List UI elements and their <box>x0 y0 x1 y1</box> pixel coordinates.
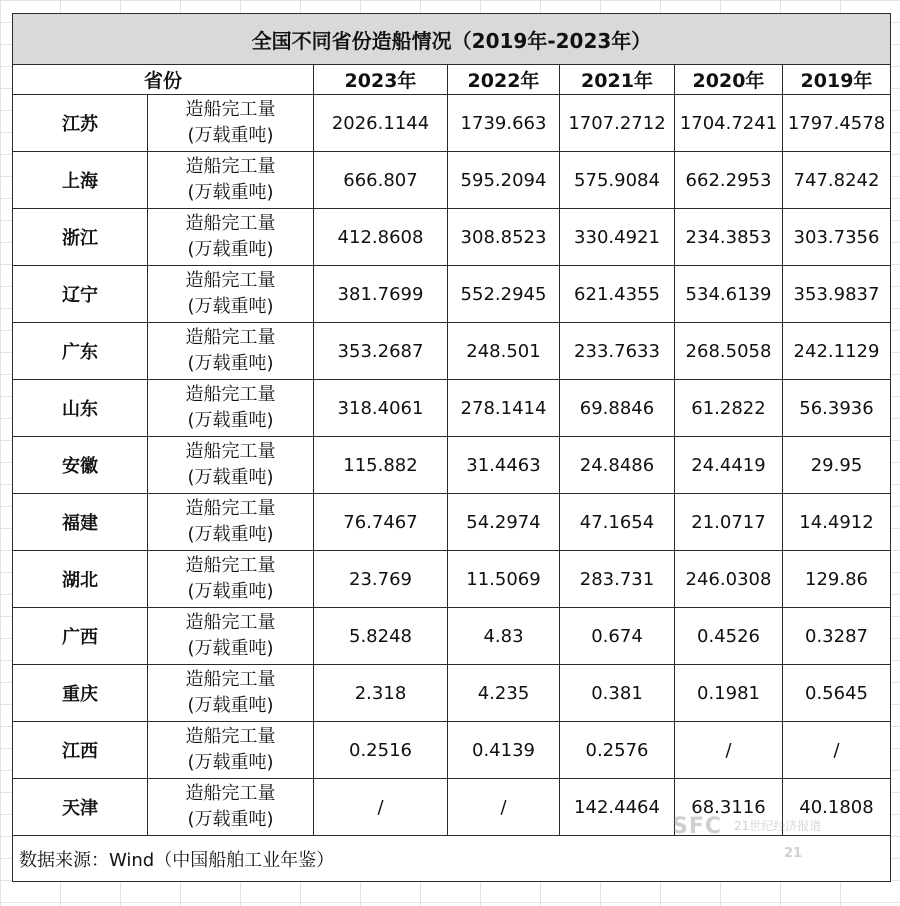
table-row <box>13 209 891 266</box>
metric-unit: (万载重吨) <box>187 581 274 602</box>
value-cell: 11.5069 <box>448 551 560 608</box>
value-cell: 0.5645 <box>783 665 891 722</box>
metric-unit: (万载重吨) <box>187 524 274 545</box>
value-cell: 1707.2712 <box>560 95 675 152</box>
province-cell: 江苏 <box>13 95 148 152</box>
value-cell: 534.6139 <box>675 266 783 323</box>
value-cell: 23.769 <box>314 551 448 608</box>
value-cell: 29.95 <box>783 437 891 494</box>
value-cell: 5.8248 <box>314 608 448 665</box>
metric-label: 造船完工量 <box>185 498 276 519</box>
metric-cell <box>148 494 314 551</box>
table-row <box>13 380 891 437</box>
value-cell: 0.3287 <box>783 608 891 665</box>
value-cell: 0.4526 <box>675 608 783 665</box>
value-cell: 381.7699 <box>314 266 448 323</box>
metric-cell <box>148 608 314 665</box>
metric-unit: (万载重吨) <box>187 182 274 203</box>
value-cell: 303.7356 <box>783 209 891 266</box>
value-cell: 353.9837 <box>783 266 891 323</box>
value-cell: 1797.4578 <box>783 95 891 152</box>
metric-label: 造船完工量 <box>185 783 276 804</box>
header-year-2021: 2021年 <box>560 65 675 95</box>
metric-cell <box>148 95 314 152</box>
metric-cell <box>148 323 314 380</box>
value-cell: 552.2945 <box>448 266 560 323</box>
province-cell: 浙江 <box>13 209 148 266</box>
header-province: 省份 <box>13 65 314 95</box>
metric-unit: (万载重吨) <box>187 125 274 146</box>
value-cell: 278.1414 <box>448 380 560 437</box>
province-cell: 广西 <box>13 608 148 665</box>
value-cell: 4.83 <box>448 608 560 665</box>
value-cell: 595.2094 <box>448 152 560 209</box>
province-cell: 安徽 <box>13 437 148 494</box>
value-cell: 242.1129 <box>783 323 891 380</box>
table-row <box>13 152 891 209</box>
value-cell: 233.7633 <box>560 323 675 380</box>
value-cell: 283.731 <box>560 551 675 608</box>
data-source-note: 数据来源：Wind（中国船舶工业年鉴） <box>13 836 891 882</box>
value-cell: 21.0717 <box>675 494 783 551</box>
province-cell: 广东 <box>13 323 148 380</box>
province-cell: 重庆 <box>13 665 148 722</box>
table-row <box>13 437 891 494</box>
metric-cell <box>148 779 314 836</box>
value-cell: 621.4355 <box>560 266 675 323</box>
metric-label: 造船完工量 <box>185 612 276 633</box>
table-row <box>13 665 891 722</box>
value-cell: 76.7467 <box>314 494 448 551</box>
header-year-2023: 2023年 <box>314 65 448 95</box>
metric-label: 造船完工量 <box>185 555 276 576</box>
value-cell: 0.2516 <box>314 722 448 779</box>
value-cell: / <box>675 722 783 779</box>
value-cell: 248.501 <box>448 323 560 380</box>
province-cell: 山东 <box>13 380 148 437</box>
metric-unit: (万载重吨) <box>187 467 274 488</box>
metric-label: 造船完工量 <box>185 213 276 234</box>
province-cell: 上海 <box>13 152 148 209</box>
value-cell: 40.1808 <box>783 779 891 836</box>
value-cell: 2.318 <box>314 665 448 722</box>
metric-label: 造船完工量 <box>185 726 276 747</box>
table-row <box>13 779 891 836</box>
metric-unit: (万载重吨) <box>187 638 274 659</box>
metric-cell <box>148 209 314 266</box>
value-cell: 2026.1144 <box>314 95 448 152</box>
value-cell: 1704.7241 <box>675 95 783 152</box>
header-row <box>13 65 891 95</box>
value-cell: 575.9084 <box>560 152 675 209</box>
value-cell: 24.8486 <box>560 437 675 494</box>
metric-cell <box>148 551 314 608</box>
value-cell: 61.2822 <box>675 380 783 437</box>
table-row <box>13 608 891 665</box>
value-cell: 69.8846 <box>560 380 675 437</box>
metric-cell <box>148 437 314 494</box>
table-row <box>13 95 891 152</box>
value-cell: 24.4419 <box>675 437 783 494</box>
value-cell: 142.4464 <box>560 779 675 836</box>
metric-cell <box>148 266 314 323</box>
province-cell: 江西 <box>13 722 148 779</box>
metric-label: 造船完工量 <box>185 384 276 405</box>
table-row <box>13 494 891 551</box>
value-cell: 0.4139 <box>448 722 560 779</box>
value-cell: 268.5058 <box>675 323 783 380</box>
table-row <box>13 323 891 380</box>
metric-unit: (万载重吨) <box>187 695 274 716</box>
value-cell: / <box>314 779 448 836</box>
metric-cell <box>148 722 314 779</box>
value-cell: 0.674 <box>560 608 675 665</box>
value-cell: 14.4912 <box>783 494 891 551</box>
metric-unit: (万载重吨) <box>187 296 274 317</box>
watermark-sub-text: 21世纪经济报道 <box>734 819 822 833</box>
value-cell: 234.3853 <box>675 209 783 266</box>
value-cell: 56.3936 <box>783 380 891 437</box>
value-cell: 318.4061 <box>314 380 448 437</box>
header-year-2020: 2020年 <box>675 65 783 95</box>
metric-label: 造船完工量 <box>185 99 276 120</box>
value-cell: 68.3116 <box>675 779 783 836</box>
metric-label: 造船完工量 <box>185 156 276 177</box>
value-cell: 115.882 <box>314 437 448 494</box>
value-cell: 4.235 <box>448 665 560 722</box>
value-cell: 747.8242 <box>783 152 891 209</box>
value-cell: 330.4921 <box>560 209 675 266</box>
value-cell: 1739.663 <box>448 95 560 152</box>
value-cell: 129.86 <box>783 551 891 608</box>
metric-label: 造船完工量 <box>185 327 276 348</box>
metric-unit: (万载重吨) <box>187 239 274 260</box>
value-cell: 0.1981 <box>675 665 783 722</box>
table-row <box>13 266 891 323</box>
value-cell: / <box>783 722 891 779</box>
metric-unit: (万载重吨) <box>187 809 274 830</box>
table-title: 全国不同省份造船情况（2019年-2023年） <box>13 14 891 65</box>
metric-unit: (万载重吨) <box>187 410 274 431</box>
province-cell: 天津 <box>13 779 148 836</box>
metric-cell <box>148 665 314 722</box>
province-cell: 湖北 <box>13 551 148 608</box>
shipbuilding-table <box>12 13 891 882</box>
value-cell: / <box>448 779 560 836</box>
metric-cell <box>148 380 314 437</box>
value-cell: 47.1654 <box>560 494 675 551</box>
header-year-2019: 2019年 <box>783 65 891 95</box>
metric-unit: (万载重吨) <box>187 752 274 773</box>
metric-cell <box>148 152 314 209</box>
header-year-2022: 2022年 <box>448 65 560 95</box>
metric-label: 造船完工量 <box>185 270 276 291</box>
province-cell: 福建 <box>13 494 148 551</box>
value-cell: 412.8608 <box>314 209 448 266</box>
value-cell: 0.381 <box>560 665 675 722</box>
table-row <box>13 722 891 779</box>
province-cell: 辽宁 <box>13 266 148 323</box>
watermark-main-text: SFC <box>672 814 723 839</box>
metric-label: 造船完工量 <box>185 669 276 690</box>
value-cell: 31.4463 <box>448 437 560 494</box>
table-row <box>13 551 891 608</box>
value-cell: 0.2576 <box>560 722 675 779</box>
metric-unit: (万载重吨) <box>187 353 274 374</box>
value-cell: 662.2953 <box>675 152 783 209</box>
value-cell: 54.2974 <box>448 494 560 551</box>
watermark-badge: 21 <box>784 846 803 861</box>
value-cell: 246.0308 <box>675 551 783 608</box>
value-cell: 308.8523 <box>448 209 560 266</box>
metric-label: 造船完工量 <box>185 441 276 462</box>
value-cell: 353.2687 <box>314 323 448 380</box>
value-cell: 666.807 <box>314 152 448 209</box>
